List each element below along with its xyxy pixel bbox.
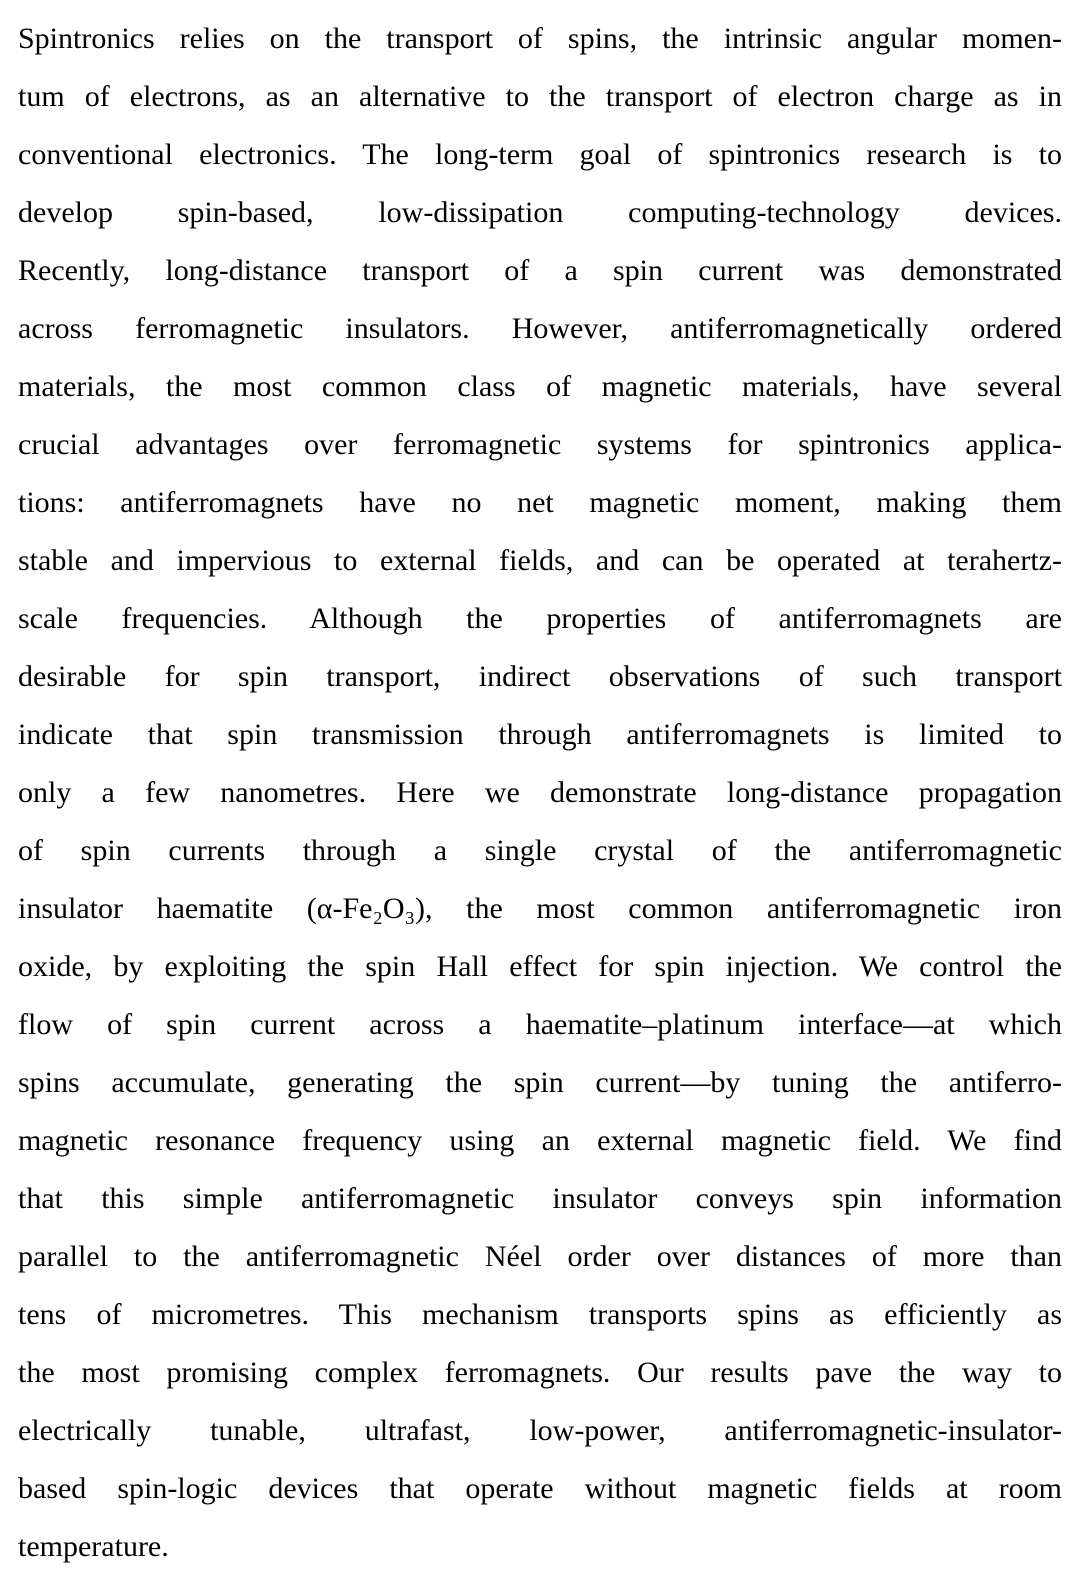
text-line: desirable for spin transport, indirect observations of such transport bbox=[18, 660, 1062, 693]
text-line: based spin-logic devices that operate without magnetic fields at room bbox=[18, 1472, 1062, 1505]
text-line: magnetic resonance frequency using an external magnetic field. We find bbox=[18, 1124, 1062, 1157]
text-line: insulator haematite (α-Fe₂O₃), the most common antiferromagnetic iron bbox=[18, 892, 1062, 925]
text-line: flow of spin current across a haematite–platinum interface—at which bbox=[18, 1008, 1062, 1041]
text-line: materials, the most common class of magnetic materials, have several bbox=[18, 370, 1062, 403]
text-line: indicate that spin transmission through antiferromagnets is limited to bbox=[18, 718, 1062, 751]
abstract-text bbox=[18, 10, 1062, 1576]
text-line: stable and impervious to external fields, and can be operated at terahertz- bbox=[18, 544, 1062, 577]
text-line: conventional electronics. The long-term goal of spintronics research is to bbox=[18, 138, 1062, 171]
text-line: oxide, by exploiting the spin Hall effect for spin injection. We control the bbox=[18, 950, 1062, 983]
text-line: only a few nanometres. Here we demonstrate long-distance propagation bbox=[18, 776, 1062, 809]
text-line: tens of micrometres. This mechanism transports spins as efficiently as bbox=[18, 1298, 1062, 1331]
text-line: of spin currents through a single crystal of the antiferromagnetic bbox=[18, 834, 1062, 867]
text-line: that this simple antiferromagnetic insulator conveys spin information bbox=[18, 1182, 1062, 1215]
text-line: scale frequencies. Although the properties of antiferromagnets are bbox=[18, 602, 1062, 635]
text-line: tum of electrons, as an alternative to the transport of electron charge as in bbox=[18, 80, 1062, 113]
text-line: Spintronics relies on the transport of spins, the intrinsic angular momen- bbox=[18, 22, 1062, 55]
text-line: tions: antiferromagnets have no net magnetic moment, making them bbox=[18, 486, 1062, 519]
text-line: develop spin-based, low-dissipation computing-technology devices. bbox=[18, 196, 1062, 229]
text-line: the most promising complex ferromagnets. Our results pave the way to bbox=[18, 1356, 1062, 1389]
text-line: Recently, long-distance transport of a spin current was demonstrated bbox=[18, 254, 1062, 287]
text-line: across ferromagnetic insulators. However, antiferromagnetically ordered bbox=[18, 312, 1062, 345]
text-line: temperature. bbox=[18, 1530, 169, 1563]
text-line: crucial advantages over ferromagnetic systems for spintronics applica- bbox=[18, 428, 1062, 461]
text-line: parallel to the antiferromagnetic Néel order over distances of more than bbox=[18, 1240, 1062, 1273]
text-line: spins accumulate, generating the spin current—by tuning the antiferro- bbox=[18, 1066, 1062, 1099]
text-line: electrically tunable, ultrafast, low-power, antiferromagnetic-insulator- bbox=[18, 1414, 1062, 1447]
